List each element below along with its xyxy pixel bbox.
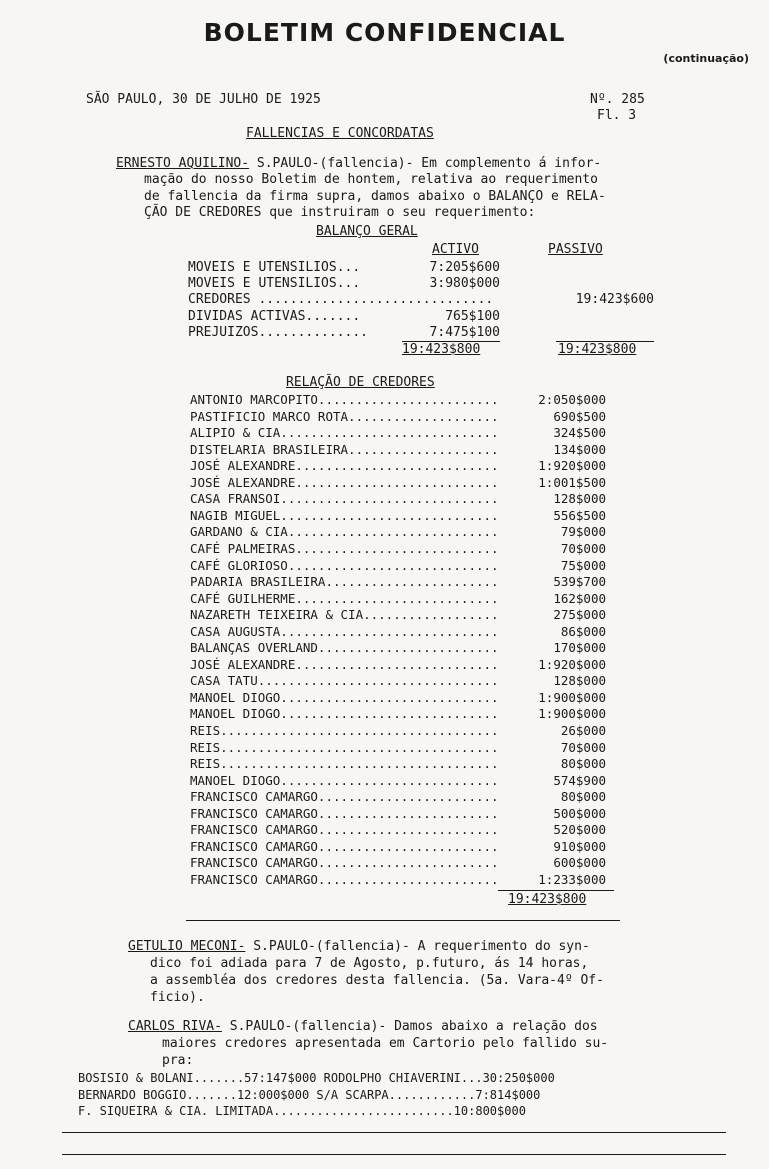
getulio-line-2: dico foi adiada para 7 de Agosto, p.futuro, ás 14 horas, bbox=[150, 956, 589, 971]
activo-header: ACTIVO bbox=[432, 242, 479, 257]
balanco-row-activo: 7:475$100 bbox=[429, 324, 500, 340]
credor-amount: 574$900 bbox=[553, 772, 606, 788]
balanco-title: BALANÇO GERAL bbox=[316, 224, 418, 239]
credor-name: CASA FRANSOI............................. bbox=[190, 491, 499, 507]
credor-amount: 80$000 bbox=[560, 756, 606, 772]
balanco-row-label: CREDORES .............................. bbox=[188, 292, 494, 308]
carlos-line-1 bbox=[128, 1019, 598, 1036]
carlos-line-3: pra: bbox=[162, 1053, 194, 1068]
balanco-row-label: DIVIDAS ACTIVAS....... bbox=[188, 308, 361, 324]
credor-amount: 690$500 bbox=[553, 408, 606, 424]
credor-name: CAFÉ GLORIOSO............................ bbox=[190, 557, 499, 573]
credor-amount: 170$000 bbox=[553, 640, 606, 656]
credor-name: PADARIA BRASILEIRA....................... bbox=[190, 574, 499, 590]
credor-name: FRANCISCO CAMARGO........................ bbox=[190, 805, 499, 821]
credor-name: REIS..................................... bbox=[190, 739, 499, 755]
balanco-row-activo: 3:980$000 bbox=[429, 276, 500, 292]
balanco-row-activo: 765$100 bbox=[445, 308, 500, 324]
credor-amount: 86$000 bbox=[560, 623, 606, 639]
credor-amount: 26$000 bbox=[560, 723, 606, 738]
getulio-line-1 bbox=[128, 939, 590, 956]
getulio-line-3: a assembléa dos credores desta fallencia. (5a. Vara-4º Of- bbox=[150, 973, 604, 988]
credor-amount: 1:233$000 bbox=[538, 871, 606, 887]
credores-total-rule bbox=[498, 890, 614, 891]
credor-amount: 1:900$000 bbox=[538, 706, 606, 722]
credor-amount: 2:050$000 bbox=[538, 392, 606, 407]
section-divider-1 bbox=[186, 920, 620, 921]
sheet-number: Fl. 3 bbox=[597, 108, 637, 123]
credor-name: JOSÉ ALEXANDRE........................... bbox=[190, 458, 499, 474]
bottom-rule-2 bbox=[62, 1154, 726, 1155]
credor-name: FRANCISCO CAMARGO........................ bbox=[190, 871, 499, 887]
credor-amount: 128$000 bbox=[553, 491, 606, 507]
credor-name: DISTELARIA BRASILEIRA.................... bbox=[190, 441, 499, 457]
credor-amount: 520$000 bbox=[553, 822, 606, 838]
ernesto-name: ERNESTO AQUILINO- bbox=[116, 156, 250, 171]
ernesto-text-1: S.PAULO-(fallencia)- Em complemento á infor- bbox=[249, 156, 602, 171]
total-activo: 19:423$800 bbox=[402, 342, 481, 357]
credor-amount: 910$000 bbox=[553, 838, 606, 854]
ernesto-line-1 bbox=[116, 156, 601, 173]
credor-name: MANOEL DIOGO............................. bbox=[190, 706, 499, 722]
getulio-text-1: S.PAULO-(fallencia)- A requerimento do syn- bbox=[245, 939, 590, 954]
continuation-note: (continuação) bbox=[663, 52, 749, 65]
ernesto-line-3: de fallencia da firma supra, damos abaixo o BALANÇO e RELA- bbox=[144, 189, 606, 204]
credor-name: GARDANO & CIA............................ bbox=[190, 524, 499, 540]
credor-name: JOSÉ ALEXANDRE........................... bbox=[190, 656, 499, 672]
credor-name: CAFÉ GUILHERME........................... bbox=[190, 590, 499, 606]
credor-amount: 556$500 bbox=[553, 507, 606, 523]
carlos-line-2: maiores credores apresentada em Cartorio pelo fallido su- bbox=[162, 1036, 609, 1051]
credor-amount: 79$000 bbox=[560, 524, 606, 540]
credor-amount: 1:920$000 bbox=[538, 458, 606, 474]
credor-amount: 324$500 bbox=[553, 425, 606, 441]
credor-amount: 600$000 bbox=[553, 855, 606, 871]
carlos-name: CARLOS RIVA- bbox=[128, 1019, 222, 1034]
credor-amount: 539$700 bbox=[553, 574, 606, 590]
carlos-credor-line: BERNARDO BOGGIO.......12:000$000 S/A SCARPA............7:814$000 bbox=[78, 1087, 541, 1102]
balanco-row-passivo: 19:423$600 bbox=[575, 292, 654, 308]
credor-name: NAZARETH TEIXEIRA & CIA.................. bbox=[190, 607, 499, 623]
credores-total: 19:423$800 bbox=[508, 892, 587, 907]
credor-amount: 1:900$000 bbox=[538, 689, 606, 705]
ernesto-line-4: ÇÃO DE CREDORES que instruiram o seu requerimento: bbox=[144, 205, 536, 220]
balanco-row-label: PREJUIZOS.............. bbox=[188, 324, 369, 340]
credor-amount: 275$000 bbox=[553, 607, 606, 623]
credor-amount: 500$000 bbox=[553, 805, 606, 821]
credor-amount: 1:920$000 bbox=[538, 656, 606, 672]
credores-title: RELAÇÃO DE CREDORES bbox=[286, 375, 435, 390]
getulio-name: GETULIO MECONI- bbox=[128, 939, 246, 954]
credor-name: ANTONIO MARCOPITO........................ bbox=[190, 392, 499, 407]
balanco-row-activo: 7:205$600 bbox=[429, 260, 500, 275]
credor-name: MANOEL DIOGO............................. bbox=[190, 772, 499, 788]
credor-name: JOSÉ ALEXANDRE........................... bbox=[190, 474, 499, 490]
total-passivo: 19:423$800 bbox=[558, 342, 637, 357]
ernesto-line-2: mação do nosso Boletim de hontem, relativa ao requerimento bbox=[144, 172, 598, 187]
credor-name: CASA TATU................................ bbox=[190, 673, 499, 689]
credor-name: FRANCISCO CAMARGO........................ bbox=[190, 789, 499, 805]
dateline: SÃO PAULO, 30 DE JULHO DE 1925 bbox=[86, 92, 321, 107]
credor-amount: 80$000 bbox=[560, 789, 606, 805]
credor-name: PASTIFICIO MARCO ROTA.................... bbox=[190, 408, 499, 424]
bulletin-number: Nº. 285 bbox=[590, 92, 645, 107]
carlos-text-1: S.PAULO-(fallencia)- Damos abaixo a relação dos bbox=[221, 1019, 598, 1034]
credor-name: REIS..................................... bbox=[190, 723, 499, 738]
credor-amount: 70$000 bbox=[560, 739, 606, 755]
credor-name: FRANCISCO CAMARGO........................ bbox=[190, 822, 499, 838]
bottom-rule-1 bbox=[62, 1132, 726, 1133]
credor-amount: 134$000 bbox=[553, 441, 606, 457]
passivo-header: PASSIVO bbox=[548, 242, 603, 257]
credor-name: NAGIB MIGUEL............................. bbox=[190, 507, 499, 523]
getulio-line-4: ficio). bbox=[150, 990, 205, 1005]
credor-name: MANOEL DIOGO............................. bbox=[190, 689, 499, 705]
section-heading: FALLENCIAS E CONCORDATAS bbox=[246, 126, 434, 141]
credor-name: CASA AUGUSTA............................. bbox=[190, 623, 499, 639]
balanco-row-label: MOVEIS E UTENSILIOS... bbox=[188, 276, 361, 292]
credor-amount: 162$000 bbox=[553, 590, 606, 606]
credor-amount: 70$000 bbox=[560, 540, 606, 556]
carlos-credor-line: BOSISIO & BOLANI.......57:147$000 RODOLPHO CHIAVERINI...30:250$000 bbox=[78, 1071, 555, 1085]
bulletin-title: BOLETIM CONFIDENCIAL bbox=[203, 18, 566, 47]
credor-name: FRANCISCO CAMARGO........................ bbox=[190, 855, 499, 871]
credor-name: BALANÇAS OVERLAND........................ bbox=[190, 640, 499, 656]
credor-amount: 128$000 bbox=[553, 673, 606, 689]
balanco-row-label: MOVEIS E UTENSILIOS... bbox=[188, 260, 361, 275]
credor-name: CAFÉ PALMEIRAS........................... bbox=[190, 540, 499, 556]
credor-name: REIS..................................... bbox=[190, 756, 499, 772]
credor-amount: 1:001$500 bbox=[538, 474, 606, 490]
carlos-credor-line: F. SIQUEIRA & CIA. LIMITADA.........................10:800$000 bbox=[78, 1104, 526, 1119]
credor-name: ALIPIO & CIA............................. bbox=[190, 425, 499, 441]
credor-name: FRANCISCO CAMARGO........................ bbox=[190, 838, 499, 854]
credor-amount: 75$000 bbox=[560, 557, 606, 573]
